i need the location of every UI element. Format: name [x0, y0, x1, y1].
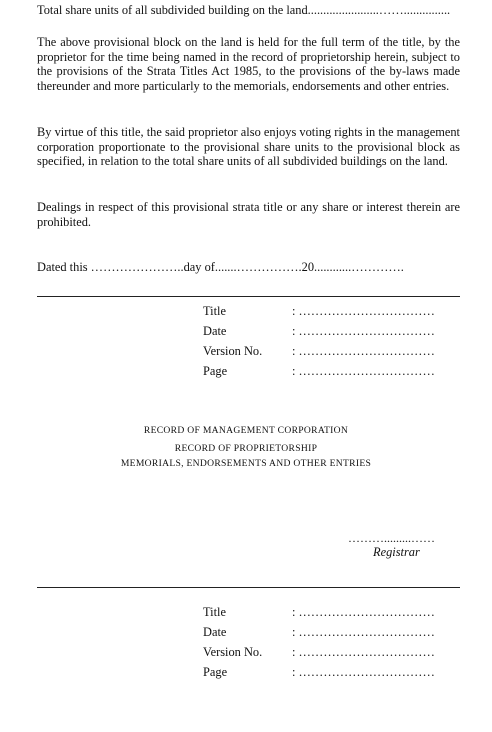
- voting-rights-paragraph: By virtue of this title, the said proprietor also enjoys voting rights in the management corporation proportionate to the provisional share units to the provisional block as specified, in relation to the total share units of all subdivided buildings on the land.: [37, 125, 460, 169]
- date-label: Date: [203, 625, 227, 639]
- provisional-block-paragraph: The above provisional block on the land is held for the full term of the title, by the proprietor for the time being named in the record of proprietorship herein, subject to the provisions of the Strata Titles Act 1985, to the provisions of the by-laws made thereunder and more particularly to the memorials, endorsements and other entries.: [37, 35, 460, 93]
- title-label: Title: [203, 605, 226, 619]
- registrar-label: Registrar: [373, 545, 420, 559]
- dated-line: Dated this …………………..day of.......…………….20............………….: [37, 260, 404, 274]
- page-label: Page: [203, 665, 228, 679]
- date-label: Date: [203, 324, 227, 338]
- memorials-heading: MEMORIALS, ENDORSEMENTS AND OTHER ENTRIES: [120, 458, 372, 469]
- version-label: Version No.: [203, 344, 263, 358]
- title-value: : ……………………………: [292, 605, 435, 619]
- title-label: Title: [203, 304, 226, 318]
- dealings-prohibited-paragraph: Dealings in respect of this provisional strata title or any share or interest therein are prohibited.: [37, 200, 460, 229]
- registrar-signature-line: ……….........……: [348, 531, 435, 545]
- page-label: Page: [203, 364, 228, 378]
- version-value: : ……………………………: [292, 645, 435, 659]
- title-value: : ……………………………: [292, 304, 435, 318]
- proprietorship-heading: RECORD OF PROPRIETORSHIP: [174, 443, 318, 454]
- divider-top: [37, 296, 460, 297]
- page-value: : ……………………………: [292, 665, 435, 679]
- version-label: Version No.: [203, 645, 263, 659]
- page-value: : ……………………………: [292, 364, 435, 378]
- management-corporation-heading: RECORD OF MANAGEMENT CORPORATION: [143, 425, 349, 436]
- date-value: : ……………………………: [292, 625, 435, 639]
- date-value: : ……………………………: [292, 324, 435, 338]
- total-share-units-line: Total share units of all subdivided building on the land.......................……...............: [37, 3, 451, 17]
- divider-bottom: [37, 587, 460, 588]
- version-value: : ……………………………: [292, 344, 435, 358]
